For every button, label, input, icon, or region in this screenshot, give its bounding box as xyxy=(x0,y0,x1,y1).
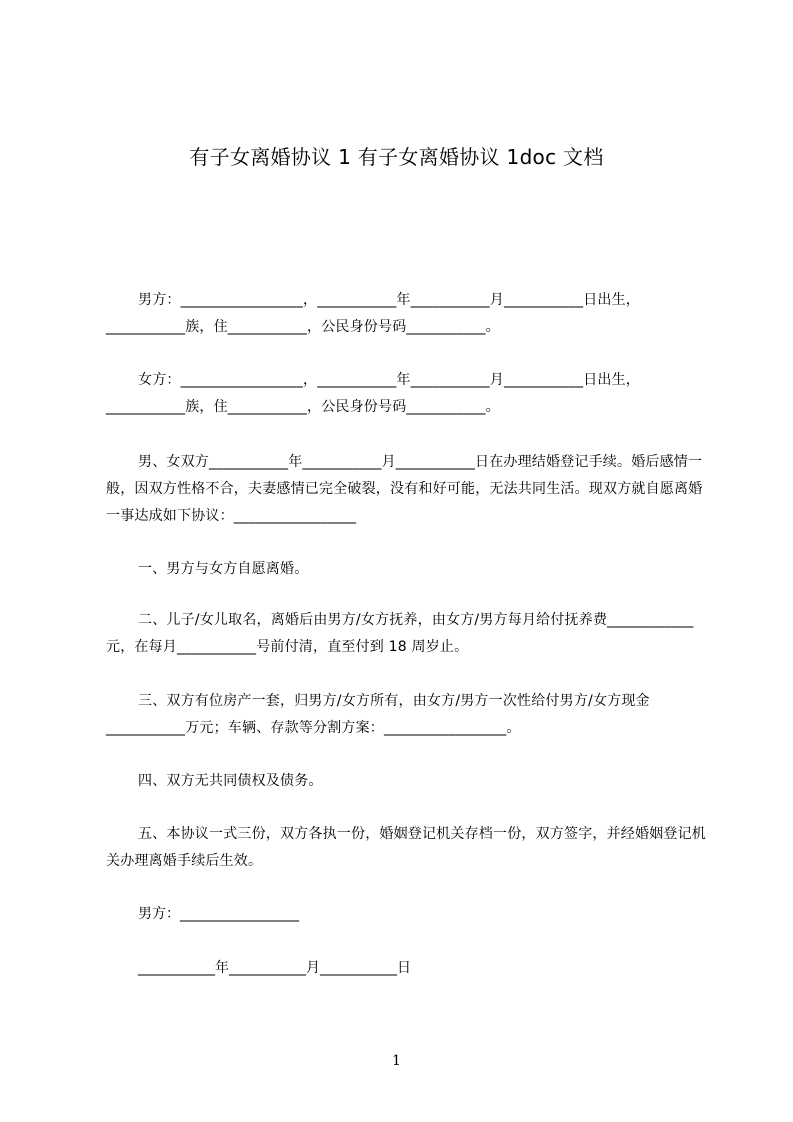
paragraph-marriage-info: 男、女双方___________年___________月___________日在办理结婚登记手续。婚后感情一般，因双方性格不合，夫妻感情已完全破裂，没有和好可能，无法共同生活。现双方就自愿离婚一事达成如下协议：_________________ xyxy=(106,454,703,524)
document-title: 有子女离婚协议 1 有子女离婚协议 1doc 文档 xyxy=(189,145,604,169)
clause-2: 二、儿子/女儿取名，离婚后由男方/女方抚养，由女方/男方每月给付抚养费____________元，在每月___________号前付清，直至付到 18 周岁止。 xyxy=(106,612,694,655)
clause-4: 四、双方无共同债权及债务。 xyxy=(138,773,323,789)
clause-3: 三、双方有位房产一套，归男方/女方所有，由女方/男方一次性给付男方/女方现金___________万元；车辆、存款等分割方案：_________________。 xyxy=(106,693,650,736)
paragraph-female-party: 女方：_________________，___________年___________月___________日出生，___________族，住___________，公民身份号码___________。 xyxy=(106,372,640,415)
paragraph-male-party: 男方：_________________，___________年___________月___________日出生，___________族，住___________，公民身份号码___________。 xyxy=(106,292,640,335)
page-number: 1 xyxy=(392,1053,401,1069)
signature-line-male: 男方：_________________ xyxy=(138,906,299,922)
clause-5: 五、本协议一式三份，双方各执一份，婚姻登记机关存档一份，双方签字，并经婚姻登记机关办理离婚手续后生效。 xyxy=(106,826,706,869)
clause-1: 一、男方与女方自愿离婚。 xyxy=(138,561,309,577)
date-line: ___________年___________月___________日 xyxy=(138,960,411,976)
